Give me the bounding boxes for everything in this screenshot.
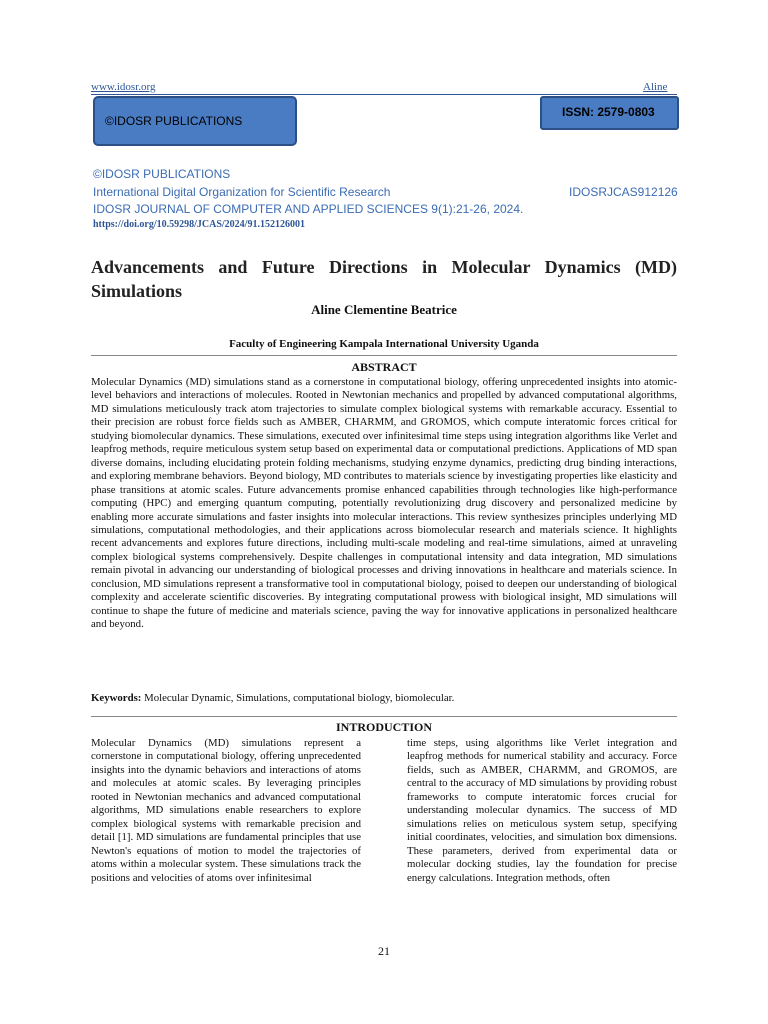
publisher-badge-label: ©IDOSR PUBLICATIONS: [105, 114, 243, 128]
author-name: Aline Clementine Beatrice: [311, 302, 457, 317]
publisher-line: ©IDOSR PUBLICATIONS: [93, 167, 231, 181]
paper-title: Advancements and Future Directions in Molecular Dynamics (MD) Simulations: [91, 257, 677, 301]
abstract-heading: ABSTRACT: [351, 360, 417, 374]
issn-label: ISSN: 2579-0803: [562, 105, 655, 119]
abstract-text: Molecular Dynamics (MD) simulations stand as a cornerstone in computational biology, offering unprecedented insights into atomic-level behaviors and interactions of molecules. Rooted in Newtonian mechanics and propelled by advanced computational algorithms, MD simulations meticulously track atom trajectories to simulate complex biological systems with remarkable accuracy. Essential to their precision are robust force fields such as AMBER, CHARMM, and GROMOS, which compute interatomic forces critical for studying biomolecular dynamics. These simulations, executed over infinitesimal time steps using integration algorithms like Verlet and leapfrog methods, require meticulous system setup based on experimental data or computational predictions. Applications of MD span diverse domains, including elucidating protein folding mechanisms, studying enzyme dynamics, predicting drug binding interactions, and exploring membrane behaviors. Beyond biology, MD contributes to materials science by investigating properties like elasticity and phase transitions at atomic scales. Future advancements promise enhanced capabilities through technologies like high-performance computing (HPC) and emerging quantum computing, potentially revolutionizing drug discovery and personalized medicine by enabling more accurate simulations and faster insights into molecular interactions. This review synthesizes principles underlying MD simulations, computational methodologies, and their applications across biomolecular research and materials science. It highlights recent advancements and explores future directions, including multi-scale modeling and real-time simulations, aimed at unraveling complex biological systems comprehensively. Despite challenges in computational intensity and data integration, MD simulations remain pivotal in advancing our understanding of biological processes and driving innovations in healthcare and materials science. In conclusion, MD simulations represent a transformative tool in computational biology, poised to deepen our understanding of biological complexity and accelerate scientific discoveries. By integrating computational prowess with biological insight, MD simulations will continue to shape the future of medicine and materials science, paving the way for innovative applications in personalized healthcare and beyond.: [91, 376, 677, 631]
doi-link[interactable]: https://doi.org/10.59298/JCAS/2024/91.152126001: [93, 219, 305, 230]
header-rule: [91, 94, 677, 95]
introduction-column-right: time steps, using algorithms like Verlet integration and leapfrog methods for numerical stability and accuracy. Force fields, such as AMBER, CHARMM, and GROMOS, are central to the accuracy of MD simulations by providing robust frameworks to compute interatomic forces crucial for understanding molecular dynamics. The success of MD simulations relies on meticulous system setup, specifying initial coordinates, velocities, and simulation box dimensions. These parameters, derived from experimental data or molecular docking studies, lay the foundation for precise energy calculations. Integration methods, often: [407, 737, 677, 884]
abstract-bottom-rule: [91, 716, 677, 717]
publisher-badge: [93, 96, 297, 146]
keywords-label: Keywords:: [91, 692, 142, 704]
website-link[interactable]: www.idosr.org: [91, 81, 156, 93]
issn-badge: [540, 96, 679, 130]
organization-line: International Digital Organization for Scientific Research: [93, 185, 391, 199]
introduction-heading: INTRODUCTION: [335, 720, 432, 734]
introduction-column-left: Molecular Dynamics (MD) simulations represent a cornerstone in computational biology, offering unprecedented insights into the dynamic behaviors and interactions of atoms and molecules at atomic scales. By leveraging principles rooted in Newtonian mechanics and advanced computational algorithms, MD simulations enable researchers to explore complex biological systems with remarkable precision and detail [1]. MD simulations are fundamental principles that use Newton's equations of motion to model the trajectories of atoms within a molecular system. These simulations track the positions and velocities of atoms over infinitesimal: [91, 737, 361, 884]
abstract-top-rule: [91, 355, 677, 356]
page-number: 21: [378, 944, 390, 958]
affiliation: Faculty of Engineering Kampala International University Uganda: [229, 338, 539, 350]
article-code: IDOSRJCAS912126: [569, 185, 678, 199]
keywords-line: [91, 692, 677, 705]
header-author-name: Aline: [643, 81, 668, 93]
journal-citation: IDOSR JOURNAL OF COMPUTER AND APPLIED SCIENCES 9(1):21-26, 2024.: [93, 202, 524, 216]
keywords-list: Molecular Dynamic, Simulations, computational biology, biomolecular.: [144, 692, 455, 704]
